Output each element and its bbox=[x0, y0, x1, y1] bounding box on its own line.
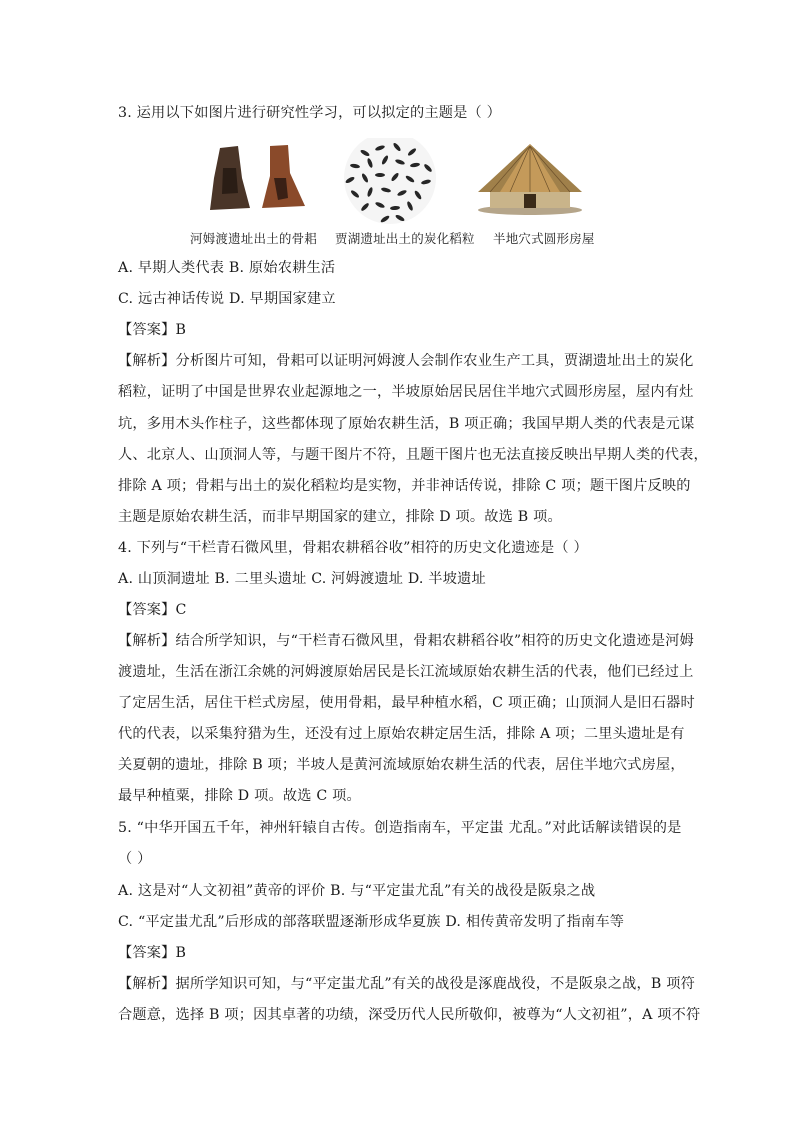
question-4-stem: 4. 下列与“干栏青石微风里，骨耜农耕稻谷收”相符的历史文化遗迹是（ ） bbox=[118, 540, 588, 556]
question-5-answer: 【答案】B bbox=[118, 945, 187, 961]
question-4-options: A. 山顶洞遗址 B. 二里头遗址 C. 河姆渡遗址 D. 半坡遗址 bbox=[118, 571, 486, 587]
question-4-analysis-line: 渡遗址，生活在浙江余姚的河姆渡原始居民是长江流域原始农耕生活的代表，他们已经过上 bbox=[118, 664, 694, 680]
question-4-analysis-line: 关夏朝的遗址，排除 B 项；半坡人是黄河流域原始农耕生活的代表，居住半地穴式房屋， bbox=[118, 757, 685, 773]
question-4-analysis-line: 了定居生活，居住干栏式房屋，使用骨耜，最早种植水稻，C 项正确；山顶洞人是旧石器时 bbox=[118, 695, 695, 711]
carbonized-rice-image bbox=[344, 138, 436, 224]
question-5-options-ab: A. 这是对“人文初祖”黄帝的评价 B. 与“平定蚩尤乱”有关的战役是阪泉之战 bbox=[118, 883, 596, 899]
question-4-answer: 【答案】C bbox=[118, 602, 187, 618]
question-4-analysis-line: 代的代表，以采集狩猎为生，还没有过上原始农耕定居生活，排除 A 项；二里头遗址是有 bbox=[118, 726, 685, 742]
question-4-analysis-line: 最早种植粟，排除 D 项。故选 C 项。 bbox=[118, 788, 361, 804]
question-3-analysis-line: 稻粒，证明了中国是世界农业起源地之一，半坡原始居民居住半地穴式圆形房屋，屋内有灶 bbox=[118, 384, 694, 400]
figure-caption-round-house: 半地穴式圆形房屋 bbox=[493, 231, 595, 246]
question-3-analysis-line: 【解析】分析图片可知，骨耜可以证明河姆渡人会制作农业生产工具，贾湖遗址出土的炭化 bbox=[118, 353, 694, 369]
question-3-options-cd: C. 远古神话传说 D. 早期国家建立 bbox=[118, 291, 336, 307]
question-3-analysis-line: 排除 A 项；骨耜与出土的炭化稻粒均是实物，并非神话传说，排除 C 项；题干图片反映的 bbox=[118, 478, 691, 494]
question-5-stem-blank: （ ） bbox=[118, 851, 152, 867]
round-house-image bbox=[478, 144, 582, 215]
question-3-analysis-line: 人、北京人、山顶洞人等，与题干图片不符，且题干图片也无法直接反映出早期人类的代表， bbox=[118, 447, 708, 463]
question-5-stem: 5. “中华开国五千年，神州轩辕自古传。创造指南车，平定蚩 尤乱。”对此话解读错误的是 bbox=[118, 820, 682, 836]
question-5-analysis-line: 【解析】据所学知识可知，与“平定蚩尤乱”有关的战役是涿鹿战役，不是阪泉之战，B 项符 bbox=[118, 976, 695, 992]
question-3-answer: 【答案】B bbox=[118, 322, 187, 338]
figure-caption-rice-grains: 贾湖遗址出土的炭化稻粒 bbox=[335, 231, 475, 246]
question-3-options-ab: A. 早期人类代表 B. 原始农耕生活 bbox=[118, 260, 336, 276]
figure-caption-bone-spade: 河姆渡遗址出土的骨耜 bbox=[190, 231, 318, 246]
question-3-analysis-line: 主题是原始农耕生活，而非早期国家的建立，排除 D 项。故选 B 项。 bbox=[118, 509, 562, 525]
bone-spade-image bbox=[210, 145, 305, 210]
question-3-analysis-line: 坑，多用木头作柱子，这些都体现了原始农耕生活，B 项正确；我国早期人类的代表是元谋 bbox=[118, 416, 695, 432]
question-5-options-cd: C. “平定蚩尤乱”后形成的部落联盟逐渐形成华夏族 D. 相传黄帝发明了指南车等 bbox=[118, 914, 625, 930]
question-3-stem: 3. 运用以下如图片进行研究性学习，可以拟定的主题是（ ） bbox=[118, 105, 502, 121]
question-4-analysis-line: 【解析】结合所学知识，与“干栏青石微风里，骨耜农耕稻谷收”相符的历史文化遗迹是河姆 bbox=[118, 633, 695, 649]
question-5-analysis-line: 合题意，选择 B 项；因其卓著的功绩，深受历代人民所敬仰，被尊为“人文初祖”，A 项不符 bbox=[118, 1007, 701, 1023]
